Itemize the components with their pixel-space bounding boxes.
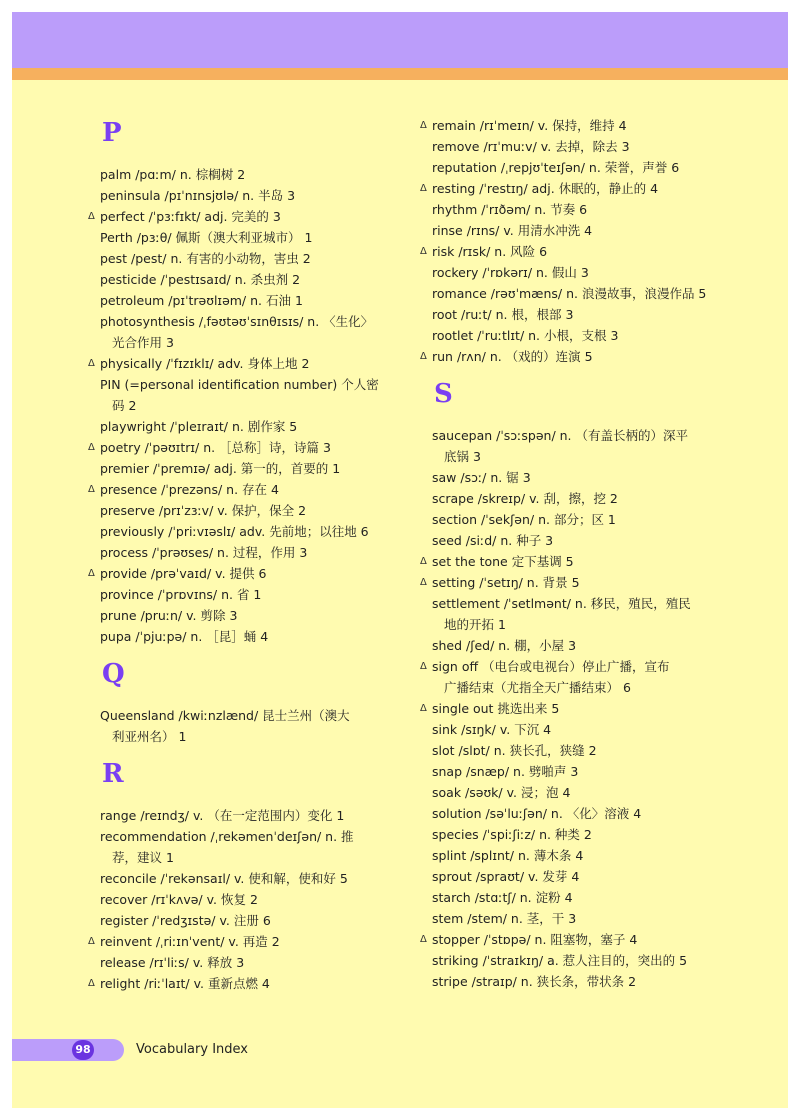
- vocab-entry: [100, 500, 306, 521]
- delta-marker: Δ: [420, 661, 427, 672]
- vocab-entry: [100, 416, 297, 437]
- entry-line: stripe /straɪp/ n. 狭长条，带状条 2: [432, 974, 637, 989]
- vocab-entry: [432, 425, 688, 467]
- vocab-entry: [88, 206, 281, 227]
- vocab-entry: [432, 740, 597, 761]
- vocab-entry: [432, 199, 587, 220]
- delta-marker: Δ: [420, 120, 427, 131]
- vocab-entry: [88, 353, 310, 374]
- vocab-entry: [88, 973, 270, 994]
- entry-line: rockery /ˈrɒkərɪ/ n. 假山 3: [432, 265, 589, 280]
- entry-line: sink /sɪŋk/ v. 下沉 4: [432, 722, 552, 737]
- header-stripe: [12, 68, 788, 80]
- entry-line: recover /rɪˈkʌvə/ v. 恢复 2: [100, 892, 258, 907]
- vocab-entry: [432, 845, 583, 866]
- entry-line: prune /pruːn/ v. 剪除 3: [100, 608, 238, 623]
- entry-line: settlement /ˈsetlmənt/ n. 移民，殖民，殖民: [432, 596, 691, 611]
- vocab-entry: [100, 584, 261, 605]
- entry-line: splint /splɪnt/ n. 薄木条 4: [432, 848, 584, 863]
- delta-marker: Δ: [420, 577, 427, 588]
- delta-marker: Δ: [88, 358, 95, 369]
- entry-line: physically /ˈfɪzɪklɪ/ adv. 身体上地 2: [100, 356, 310, 371]
- delta-marker: Δ: [88, 442, 95, 453]
- entry-line: sprout /spraʊt/ v. 发芽 4: [432, 869, 580, 884]
- vocab-entry: [432, 157, 679, 178]
- vocab-entry: [420, 241, 548, 262]
- entry-line: register /ˈredʒɪstə/ v. 注册 6: [100, 913, 271, 928]
- entry-line: poetry /ˈpəʊɪtrɪ/ n. ［总称］诗，诗篇 3: [100, 440, 331, 455]
- vocab-entry: [100, 227, 312, 248]
- vocab-entry: [432, 803, 641, 824]
- vocab-entry: [100, 952, 244, 973]
- entry-continuation: 荐，建议 1: [112, 850, 174, 865]
- delta-marker: Δ: [88, 211, 95, 222]
- entry-line: snap /snæp/ n. 劈啪声 3: [432, 764, 579, 779]
- delta-marker: Δ: [420, 246, 427, 257]
- vocab-entry: [420, 929, 638, 950]
- entry-line: rhythm /ˈrɪðəm/ n. 节奏 6: [432, 202, 588, 217]
- entry-line: rinse /rɪns/ v. 用清水冲洗 4: [432, 223, 593, 238]
- entry-line: previously /ˈpriːvɪəslɪ/ adv. 先前地；以往地 6: [100, 524, 369, 539]
- entry-line: Perth /pɜːθ/ 佩斯（澳大利亚城市） 1: [100, 230, 313, 245]
- entry-line: presence /ˈprezəns/ n. 存在 4: [100, 482, 279, 497]
- vocab-entry: [100, 705, 350, 747]
- delta-marker: Δ: [420, 703, 427, 714]
- entry-line: premier /ˈpremɪə/ adj. 第一的，首要的 1: [100, 461, 341, 476]
- entry-line: species /ˈspiːʃiːz/ n. 种类 2: [432, 827, 592, 842]
- entry-continuation: 广播结束（尤指全天广播结束） 6: [444, 680, 631, 695]
- vocab-entry: [432, 220, 592, 241]
- entry-line: stopper /ˈstɒpə/ n. 阻塞物，塞子 4: [432, 932, 638, 947]
- vocab-entry: [432, 719, 551, 740]
- entry-continuation: 码 2: [112, 398, 137, 413]
- vocab-entry: [432, 824, 592, 845]
- footer-label: Vocabulary Index: [136, 1042, 248, 1057]
- entry-line: palm /pɑːm/ n. 棕榈树 2: [100, 167, 246, 182]
- page-number-badge: 98: [72, 1040, 94, 1060]
- vocab-entry: [100, 605, 237, 626]
- entry-line: striking /ˈstraɪkɪŋ/ a. 惹人注目的，突出的 5: [432, 953, 688, 968]
- footer-band: [12, 1039, 124, 1061]
- vocab-entry: [432, 950, 687, 971]
- delta-marker: Δ: [420, 934, 427, 945]
- entry-line: perfect /ˈpɜːfɪkt/ adj. 完美的 3: [100, 209, 281, 224]
- vocab-entry: [432, 782, 570, 803]
- vocab-entry: [100, 805, 344, 826]
- entry-line: remain /rɪˈmeɪn/ v. 保持，维持 4: [432, 118, 627, 133]
- section-letter-s: S: [434, 379, 453, 409]
- entry-line: soak /səʊk/ v. 浸；泡 4: [432, 785, 571, 800]
- vocab-entry: [432, 887, 573, 908]
- textbook-page: [12, 12, 788, 1108]
- entry-line: run /rʌn/ n. （戏的）连演 5: [432, 349, 593, 364]
- header-band: [12, 12, 788, 68]
- vocab-entry: [100, 248, 311, 269]
- entry-line: PIN (=personal identification number) 个人密: [100, 377, 379, 392]
- entry-line: petroleum /pɪˈtrəʊlɪəm/ n. 石油 1: [100, 293, 303, 308]
- delta-marker: Δ: [420, 351, 427, 362]
- vocab-entry: [100, 374, 379, 416]
- entry-line: process /ˈprəʊses/ n. 过程，作用 3: [100, 545, 308, 560]
- entry-line: relight /riːˈlaɪt/ v. 重新点燃 4: [100, 976, 270, 991]
- entry-line: playwright /ˈpleɪraɪt/ n. 剧作家 5: [100, 419, 298, 434]
- vocab-entry: [88, 563, 267, 584]
- vocab-entry: [432, 635, 576, 656]
- entry-line: provide /prəˈvaɪd/ v. 提供 6: [100, 566, 267, 581]
- vocab-entry: [432, 866, 579, 887]
- vocab-entry: [100, 542, 307, 563]
- delta-marker: Δ: [420, 183, 427, 194]
- entry-line: single out 挑选出来 5: [432, 701, 560, 716]
- vocab-entry: [100, 521, 369, 542]
- vocab-entry: [420, 178, 659, 199]
- vocab-entry: [432, 761, 578, 782]
- vocab-entry: [420, 115, 627, 136]
- vocab-entry: [420, 698, 560, 719]
- entry-continuation: 底锅 3: [444, 449, 481, 464]
- vocab-entry: [100, 889, 258, 910]
- entry-line: scrape /skreɪp/ v. 刮，擦，挖 2: [432, 491, 618, 506]
- vocab-entry: [88, 437, 331, 458]
- entry-line: range /reɪndʒ/ v. （在一定范围内）变化 1: [100, 808, 345, 823]
- vocab-entry: [100, 185, 295, 206]
- vocab-entry: [100, 910, 271, 931]
- entry-line: remove /rɪˈmuːv/ v. 去掉，除去 3: [432, 139, 630, 154]
- entry-line: recommendation /ˌrekəmenˈdeɪʃən/ n. 推: [100, 829, 354, 844]
- vocab-entry: [100, 311, 373, 353]
- vocab-entry: [432, 509, 616, 530]
- entry-line: sign off （电台或电视台）停止广播，宣布: [432, 659, 670, 674]
- vocab-entry: [432, 530, 553, 551]
- vocab-entry: [432, 325, 618, 346]
- vocab-entry: [420, 346, 593, 367]
- vocab-entry: [88, 931, 280, 952]
- entry-line: solution /səˈluːʃən/ n. 〈化〉溶液 4: [432, 806, 642, 821]
- vocab-entry: [100, 826, 354, 868]
- entry-line: pest /pest/ n. 有害的小动物，害虫 2: [100, 251, 311, 266]
- vocab-entry: [420, 572, 580, 593]
- vocab-entry: [88, 479, 279, 500]
- entry-line: province /ˈprɒvɪns/ n. 省 1: [100, 587, 262, 602]
- vocab-entry: [432, 283, 706, 304]
- entry-line: resting /ˈrestɪŋ/ adj. 休眠的，静止的 4: [432, 181, 659, 196]
- vocab-entry: [100, 868, 348, 889]
- entry-line: slot /slɒt/ n. 狭长孔，狭缝 2: [432, 743, 597, 758]
- section-letter-r: R: [102, 759, 124, 789]
- entry-line: pesticide /ˈpestɪsaɪd/ n. 杀虫剂 2: [100, 272, 301, 287]
- entry-line: reconcile /ˈrekənsaɪl/ v. 使和解，使和好 5: [100, 871, 348, 886]
- entry-line: set the tone 定下基调 5: [432, 554, 574, 569]
- entry-line: romance /rəʊˈmæns/ n. 浪漫故事，浪漫作品 5: [432, 286, 707, 301]
- vocab-entry: [420, 551, 574, 572]
- entry-line: saw /sɔː/ n. 锯 3: [432, 470, 531, 485]
- entry-continuation: 光合作用 3: [112, 335, 174, 350]
- entry-line: reinvent /ˌriːɪnˈvent/ v. 再造 2: [100, 934, 280, 949]
- vocab-entry: [432, 971, 636, 992]
- entry-line: section /ˈsekʃən/ n. 部分；区 1: [432, 512, 616, 527]
- entry-line: starch /stɑːtʃ/ n. 淀粉 4: [432, 890, 573, 905]
- vocab-entry: [432, 262, 589, 283]
- vocab-entry: [100, 458, 340, 479]
- entry-line: setting /ˈsetɪŋ/ n. 背景 5: [432, 575, 580, 590]
- entry-continuation: 地的开拓 1: [444, 617, 506, 632]
- vocab-entry: [432, 593, 691, 635]
- entry-line: peninsula /pɪˈnɪnsjʊlə/ n. 半岛 3: [100, 188, 296, 203]
- delta-marker: Δ: [88, 978, 95, 989]
- entry-line: pupa /ˈpjuːpə/ n. ［昆］蛹 4: [100, 629, 269, 644]
- vocab-entry: [100, 164, 245, 185]
- delta-marker: Δ: [88, 484, 95, 495]
- delta-marker: Δ: [420, 556, 427, 567]
- delta-marker: Δ: [88, 936, 95, 947]
- delta-marker: Δ: [88, 568, 95, 579]
- entry-line: risk /rɪsk/ n. 风险 6: [432, 244, 548, 259]
- entry-line: root /ruːt/ n. 根，根部 3: [432, 307, 574, 322]
- section-letter-p: P: [102, 118, 122, 148]
- vocab-entry: [432, 908, 576, 929]
- entry-continuation: 利亚州名） 1: [112, 729, 187, 744]
- section-letter-q: Q: [102, 659, 125, 689]
- entry-line: saucepan /ˈsɔːspən/ n. （有盖长柄的）深平: [432, 428, 689, 443]
- vocab-entry: [420, 656, 670, 698]
- vocab-entry: [100, 626, 268, 647]
- entry-line: release /rɪˈliːs/ v. 释放 3: [100, 955, 245, 970]
- vocab-entry: [432, 136, 630, 157]
- vocab-entry: [432, 467, 531, 488]
- vocab-entry: [432, 488, 618, 509]
- entry-line: shed /ʃed/ n. 棚，小屋 3: [432, 638, 577, 653]
- vocab-entry: [432, 304, 573, 325]
- entry-line: rootlet /ˈruːtlɪt/ n. 小根，支根 3: [432, 328, 619, 343]
- entry-line: Queensland /kwiːnzlænd/ 昆士兰州（澳大: [100, 708, 350, 723]
- vocab-entry: [100, 269, 300, 290]
- entry-line: reputation /ˌrepjʊˈteɪʃən/ n. 荣誉，声誉 6: [432, 160, 680, 175]
- vocab-entry: [100, 290, 303, 311]
- entry-line: preserve /prɪˈzɜːv/ v. 保护，保全 2: [100, 503, 307, 518]
- entry-line: stem /stem/ n. 茎，干 3: [432, 911, 577, 926]
- entry-line: photosynthesis /ˌfəʊtəʊˈsɪnθɪsɪs/ n. 〈生化〉: [100, 314, 374, 329]
- entry-line: seed /siːd/ n. 种子 3: [432, 533, 554, 548]
